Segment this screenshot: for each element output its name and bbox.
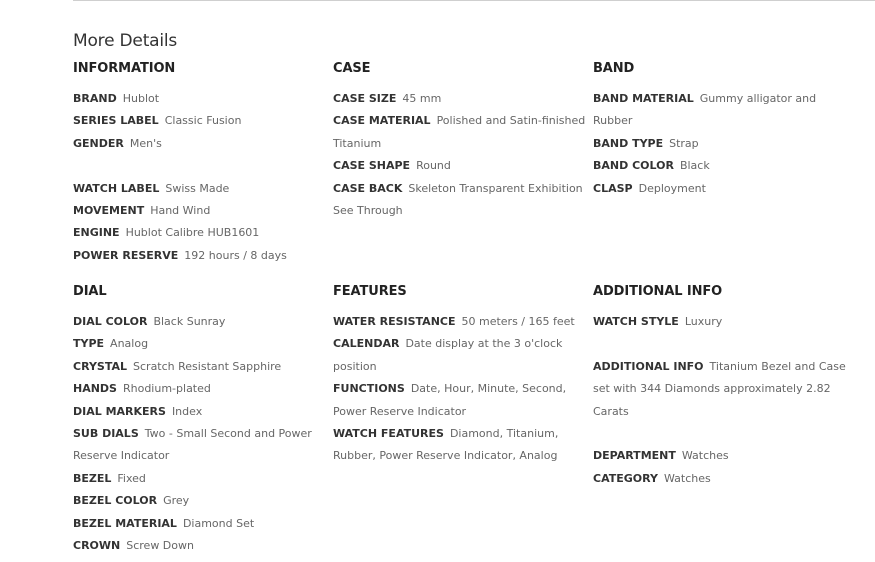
- spec-row-crown: [73, 535, 328, 557]
- section-heading-features: FEATURES: [333, 284, 407, 299]
- spec-label: FUNCTIONS: [333, 382, 405, 396]
- spec-row-gender: [73, 133, 328, 155]
- spec-value: Classic Fusion: [164, 114, 242, 128]
- spec-label: SUB DIALS: [73, 427, 139, 441]
- spec-value: Screw Down: [126, 539, 194, 553]
- spec-value: Watches: [681, 449, 729, 463]
- spec-value: Grey: [163, 494, 190, 508]
- spec-row-calendar: [333, 333, 588, 378]
- spec-label: DEPARTMENT: [593, 449, 676, 463]
- spec-label: CLASP: [593, 181, 633, 195]
- spacer: [73, 155, 328, 177]
- spec-label: POWER RESERVE: [73, 248, 179, 262]
- spec-value: Deployment: [638, 181, 706, 195]
- spec-label: WATCH STYLE: [593, 315, 679, 328]
- section-information: [73, 61, 328, 267]
- spec-label: SERIES LABEL: [73, 114, 159, 128]
- spec-row-bezel-color: [73, 490, 328, 512]
- spec-value: Hand Wind: [150, 204, 211, 218]
- spec-label: CROWN: [73, 539, 121, 553]
- spec-value: Diamond, Titanium, Rubber, Power Reserve Indicator, Analog: [333, 427, 559, 463]
- spec-value: Watches: [663, 471, 711, 485]
- top-divider: [73, 0, 875, 1]
- spec-label: WATCH FEATURES: [333, 427, 444, 441]
- spec-label: BRAND: [73, 92, 117, 105]
- spec-row-case-shape: [333, 155, 588, 177]
- section-heading-additional-info: ADDITIONAL INFO: [593, 284, 723, 299]
- spec-row-dial-color: [73, 311, 328, 333]
- spec-row-case-size: [333, 88, 588, 110]
- spec-row-type: [73, 333, 328, 355]
- spec-label: DIAL MARKERS: [73, 404, 166, 418]
- spec-value: Two - Small Second and Power Reserve Indicator: [73, 427, 312, 463]
- spec-label: ADDITIONAL INFO: [593, 359, 704, 373]
- spec-label: BEZEL MATERIAL: [73, 516, 177, 530]
- spec-value: Swiss Made: [165, 181, 230, 195]
- spec-row-crystal: [73, 356, 328, 378]
- spec-row-band-type: [593, 133, 848, 155]
- spec-row-sub-dials: [73, 423, 328, 468]
- spec-row-engine: [73, 222, 328, 244]
- spec-value: Men's: [129, 136, 162, 150]
- spec-value: Round: [416, 159, 451, 173]
- spec-label: BEZEL: [73, 471, 112, 485]
- spec-label: TYPE: [73, 337, 105, 351]
- spec-label: DIAL COLOR: [73, 315, 148, 328]
- spec-value: Titanium Bezel and Case set with 344 Diamonds approximately 2.82 Carats: [593, 359, 846, 418]
- spacer: [593, 423, 848, 445]
- spec-label: BAND COLOR: [593, 159, 674, 173]
- spec-value: Fixed: [117, 471, 146, 485]
- spec-row-functions: [333, 378, 588, 423]
- spec-value: Hublot Calibre HUB1601: [125, 226, 260, 240]
- spec-row-watch-style: [593, 311, 848, 333]
- spec-row-dial-markers: [73, 401, 328, 423]
- spec-row-department: [593, 445, 848, 467]
- spec-label: MOVEMENT: [73, 204, 145, 218]
- spec-label: CASE BACK: [333, 181, 403, 195]
- section-heading-dial: DIAL: [73, 284, 107, 299]
- spec-value: 192 hours / 8 days: [184, 248, 287, 262]
- spec-label: GENDER: [73, 136, 124, 150]
- section-additional-info: [593, 284, 848, 490]
- spec-row-case-back: [333, 178, 588, 223]
- section-heading-band: BAND: [593, 61, 635, 76]
- spec-value: Luxury: [684, 315, 723, 328]
- spec-row-band-material: [593, 88, 848, 133]
- spec-value: Skeleton Transparent Exhibition See Through: [333, 181, 583, 218]
- spec-row-case-material: [333, 110, 588, 155]
- spec-row-category: [593, 468, 848, 490]
- section-case: [333, 61, 588, 222]
- spec-value: Rhodium-plated: [122, 382, 211, 396]
- spec-label: CALENDAR: [333, 337, 400, 351]
- spec-label: BAND TYPE: [593, 136, 664, 150]
- spec-value: Polished and Satin-finished Titanium: [333, 114, 586, 150]
- spec-row-hands: [73, 378, 328, 400]
- spec-value: Gummy alligator and Rubber: [593, 92, 817, 128]
- spec-value: Strap: [669, 136, 699, 150]
- spec-row-series-label: [73, 110, 328, 132]
- section-features: [333, 284, 588, 468]
- spec-value: Black: [679, 159, 710, 173]
- spec-value: Date, Hour, Minute, Second, Power Reserve Indicator: [333, 382, 567, 418]
- spec-value: Analog: [110, 337, 149, 351]
- spec-row-bezel: [73, 468, 328, 490]
- spec-value: Black Sunray: [153, 315, 226, 328]
- spec-value: Index: [171, 404, 203, 418]
- spec-row-additional-info: [593, 356, 848, 423]
- spec-row-watch-features: [333, 423, 588, 468]
- spec-row-brand: [73, 88, 328, 110]
- spec-label: CATEGORY: [593, 471, 658, 485]
- spec-row-movement: [73, 200, 328, 222]
- spec-label: CASE MATERIAL: [333, 114, 431, 128]
- section-heading-information: INFORMATION: [73, 61, 176, 76]
- page-title: More Details: [73, 31, 178, 51]
- spec-row-watch-label: [73, 178, 328, 200]
- section-dial: [73, 284, 328, 557]
- spec-row-water-resistance: [333, 311, 588, 333]
- section-heading-case: CASE: [333, 61, 371, 76]
- spec-row-bezel-material: [73, 513, 328, 535]
- spec-value: Scratch Resistant Sapphire: [133, 359, 282, 373]
- spec-label: WATER RESISTANCE: [333, 315, 456, 328]
- spec-row-power-reserve: [73, 245, 328, 267]
- spec-value: 45 mm: [402, 92, 442, 105]
- spec-label: CASE SIZE: [333, 92, 397, 105]
- spec-label: CRYSTAL: [73, 359, 128, 373]
- spacer: [593, 333, 848, 355]
- spec-label: WATCH LABEL: [73, 181, 160, 195]
- spec-value: Hublot: [122, 92, 160, 105]
- spec-value: 50 meters / 165 feet: [461, 315, 575, 328]
- spec-label: BAND MATERIAL: [593, 92, 694, 105]
- spec-label: BEZEL COLOR: [73, 494, 158, 508]
- spec-label: CASE SHAPE: [333, 159, 411, 173]
- section-band: [593, 61, 848, 200]
- spec-value: Diamond Set: [182, 516, 255, 530]
- spec-label: HANDS: [73, 382, 117, 396]
- spec-label: ENGINE: [73, 226, 120, 240]
- spec-row-band-color: [593, 155, 848, 177]
- spec-value: Date display at the 3 o'clock position: [333, 337, 563, 373]
- spec-row-clasp: [593, 178, 848, 200]
